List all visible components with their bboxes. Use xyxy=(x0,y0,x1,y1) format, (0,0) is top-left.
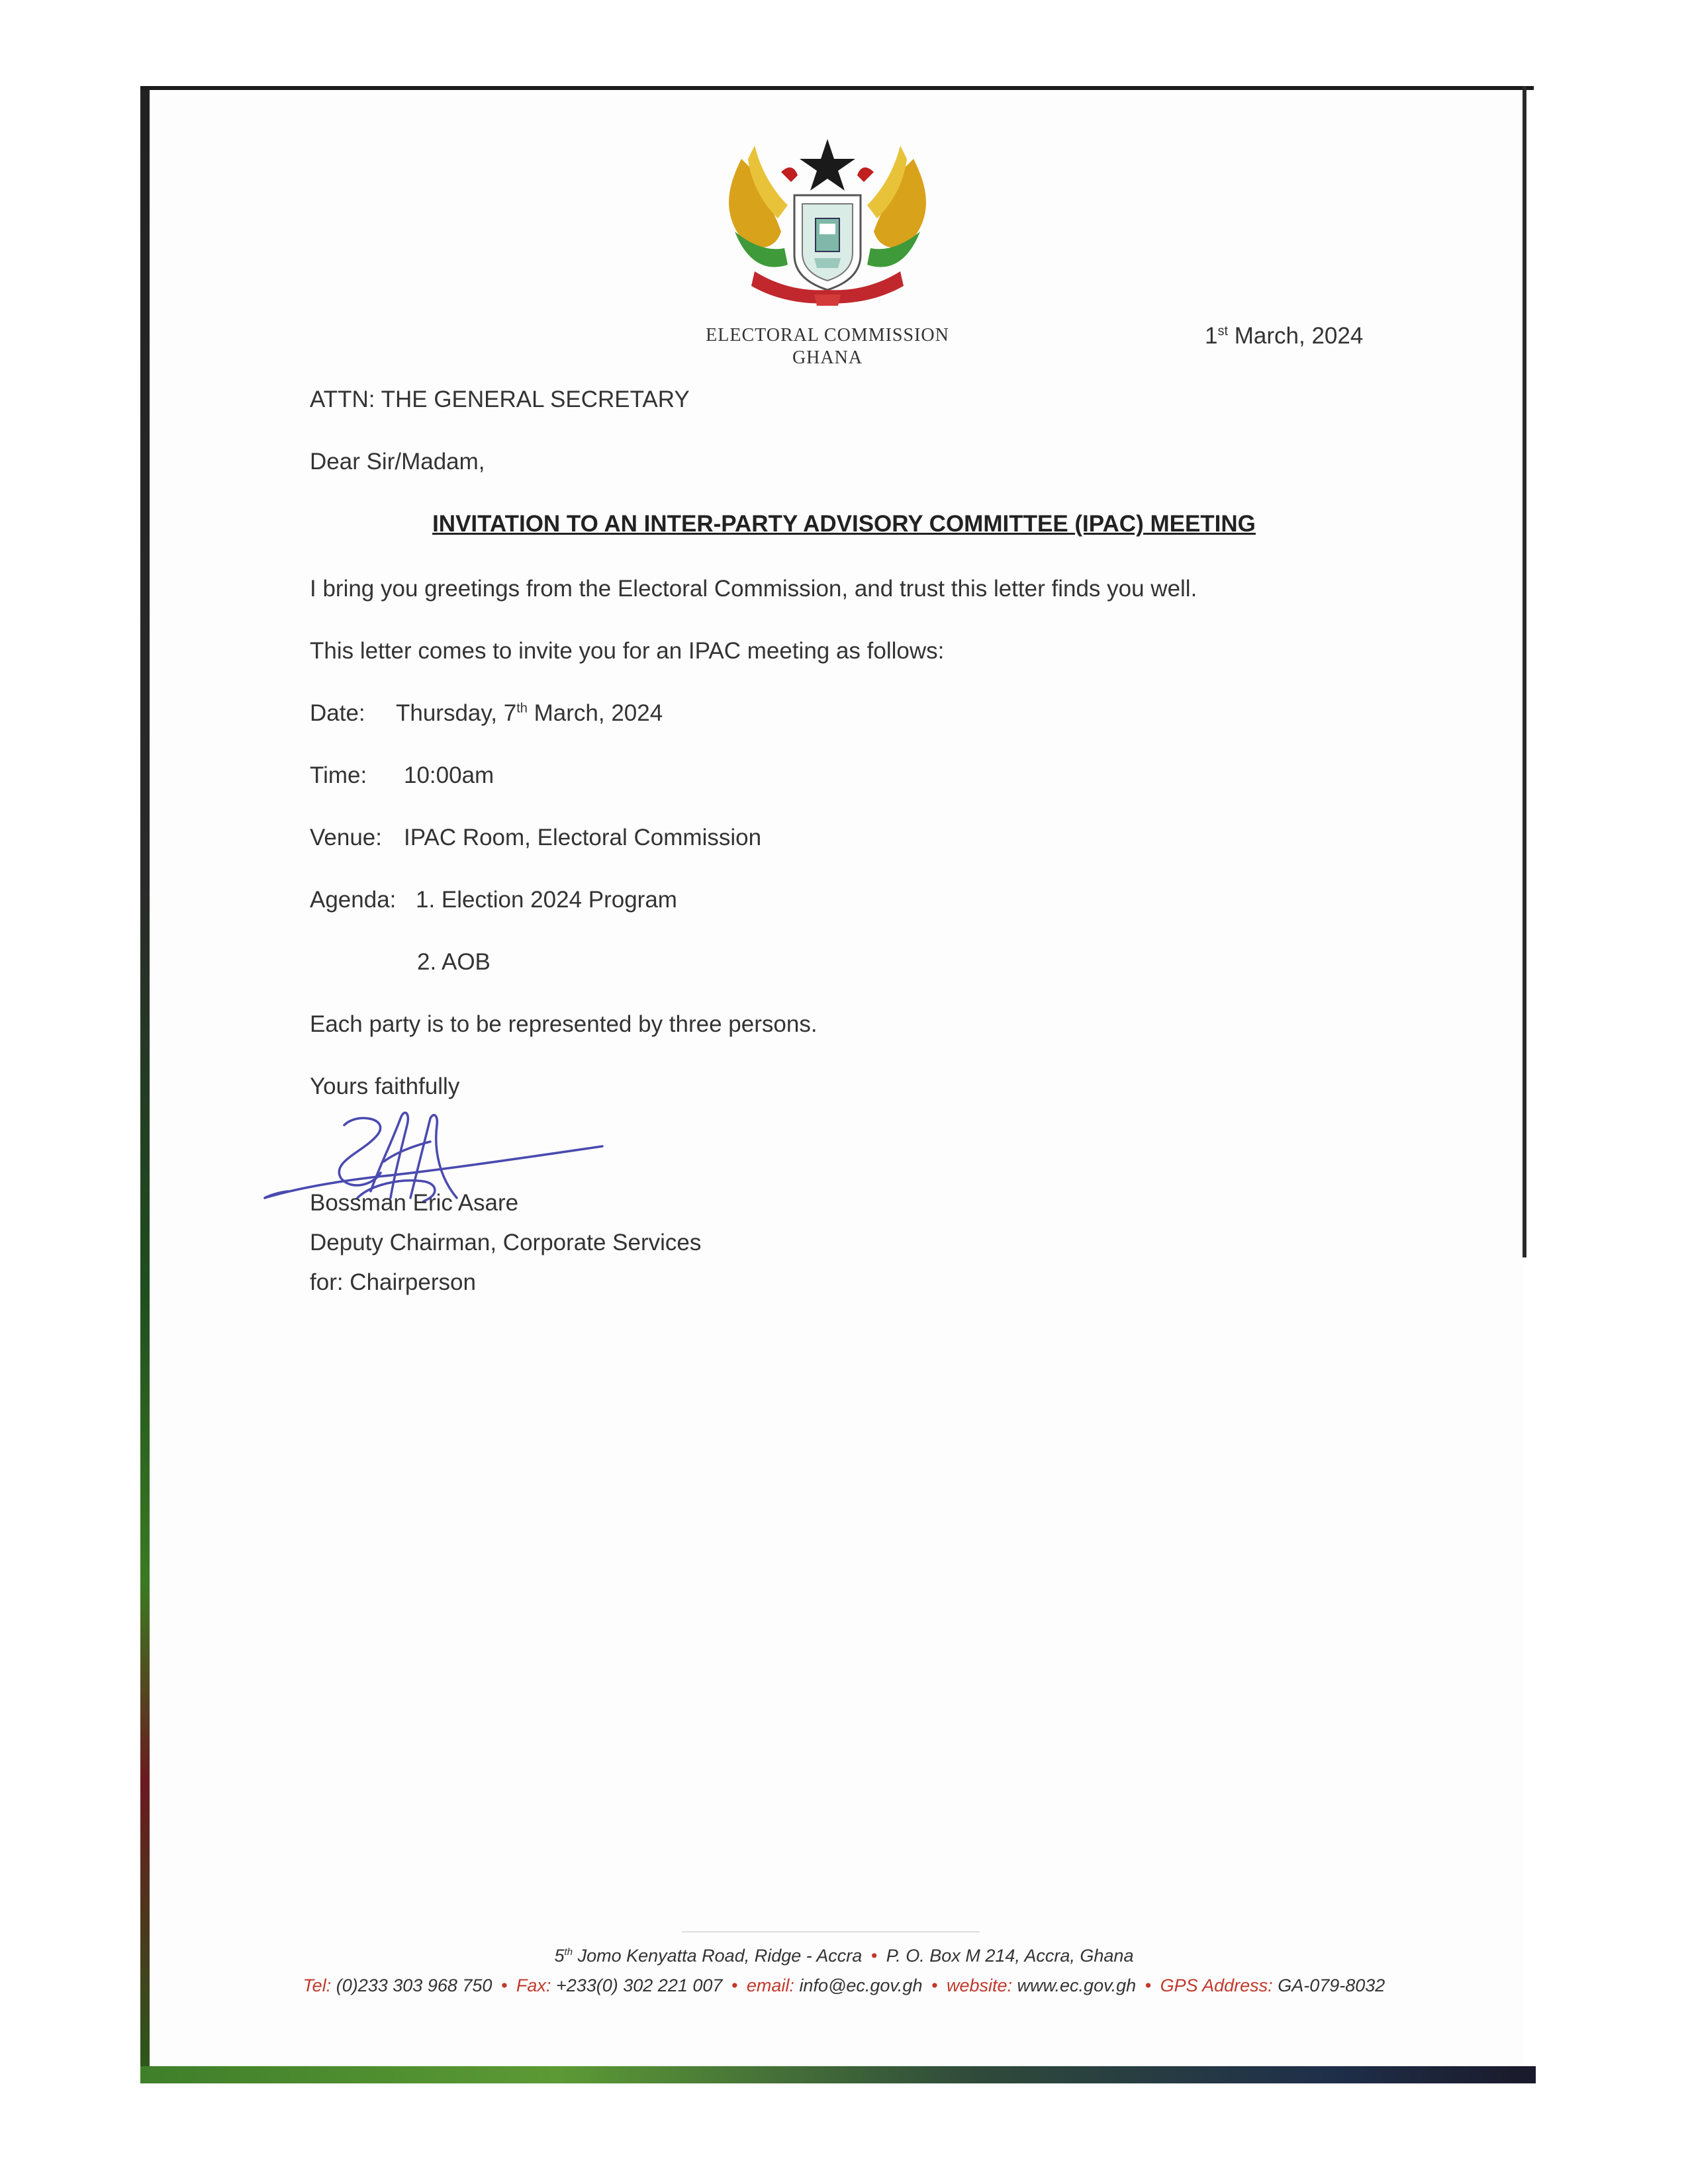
footer-address-suffix: th xyxy=(564,1946,573,1958)
footer-divider xyxy=(682,1931,980,1933)
footer-separator: • xyxy=(500,1976,508,1995)
scan-edge-right xyxy=(1523,86,1526,1257)
footer-tel-label: Tel: xyxy=(303,1976,332,1995)
attention-line: ATTN: THE GENERAL SECRETARY xyxy=(310,387,690,412)
meeting-venue-label: Venue: xyxy=(310,825,382,850)
footer-fax-label: Fax: xyxy=(516,1976,551,1995)
representation-note: Each party is to be represented by three persons. xyxy=(310,1011,818,1037)
footer-contacts xyxy=(0,1976,1688,1996)
meeting-time-value: 10:00am xyxy=(404,762,494,788)
footer-separator: • xyxy=(731,1976,738,1995)
agenda-item-1: 1. Election 2024 Program xyxy=(416,887,677,913)
footer-gps-value: GA-079-8032 xyxy=(1278,1976,1385,1995)
footer-separator: • xyxy=(870,1946,878,1966)
footer-po-box: P. O. Box M 214, Accra, Ghana xyxy=(886,1946,1134,1966)
letter-date-suffix: st xyxy=(1217,324,1229,339)
footer-fax-value: +233(0) 302 221 007 xyxy=(555,1976,723,1995)
organization-name-line1: ELECTORAL COMMISSION xyxy=(706,325,949,345)
meeting-venue-value: IPAC Room, Electoral Commission xyxy=(404,825,762,850)
footer-email-value[interactable]: info@ec.gov.gh xyxy=(799,1976,923,1995)
footer-separator: • xyxy=(931,1976,938,1995)
meeting-date-row xyxy=(310,700,663,727)
meeting-venue-row xyxy=(310,825,761,851)
meeting-date-value-pre: Thursday, 7 xyxy=(396,700,517,726)
footer-address-number: 5 xyxy=(554,1946,565,1966)
closing-phrase: Yours faithfully xyxy=(310,1073,460,1099)
scan-edge-bottom xyxy=(140,2066,1536,2083)
meeting-agenda-row xyxy=(310,887,677,913)
meeting-time-row xyxy=(310,762,494,789)
meeting-date-label: Date: xyxy=(310,700,365,726)
letter-date xyxy=(1205,323,1363,349)
footer-email-label: email: xyxy=(746,1976,794,1995)
electoral-commission-crest-icon xyxy=(715,132,940,318)
letter-subject: INVITATION TO AN INTER-PARTY ADVISORY COMMITTEE (IPAC) MEETING xyxy=(432,511,1256,537)
meeting-agenda-label: Agenda: xyxy=(310,887,397,913)
greeting-paragraph: I bring you greetings from the Electoral Commission, and trust this letter finds you well. xyxy=(310,576,1197,602)
meeting-date-value-post: March, 2024 xyxy=(527,700,663,726)
meeting-time-label: Time: xyxy=(310,762,367,788)
meeting-date-suffix: th xyxy=(516,701,528,716)
signatory-title: Deputy Chairman, Corporate Services xyxy=(310,1230,702,1255)
scan-edge-left xyxy=(140,86,150,2081)
organization-name-line2: GHANA xyxy=(792,347,863,368)
footer-website-value[interactable]: www.ec.gov.gh xyxy=(1017,1976,1137,1995)
footer-gps-label: GPS Address: xyxy=(1160,1976,1273,1995)
salutation: Dear Sir/Madam, xyxy=(310,449,485,475)
letter-date-rest: March, 2024 xyxy=(1228,323,1364,349)
letter-date-day: 1 xyxy=(1205,323,1218,349)
invitation-paragraph: This letter comes to invite you for an IPAC meeting as follows: xyxy=(310,638,945,664)
footer-separator: • xyxy=(1145,1976,1152,1995)
signatory-name: Bossman Eric Asare xyxy=(310,1190,519,1216)
signatory-on-behalf: for: Chairperson xyxy=(310,1269,476,1295)
footer-tel-value: (0)233 303 968 750 xyxy=(336,1976,492,1995)
organization-name xyxy=(662,324,993,369)
footer-address-street: Jomo Kenyatta Road, Ridge - Accra xyxy=(573,1946,863,1966)
footer-website-label: website: xyxy=(946,1976,1013,1995)
footer-address xyxy=(0,1946,1688,1966)
agenda-item-2: 2. AOB xyxy=(417,949,491,975)
